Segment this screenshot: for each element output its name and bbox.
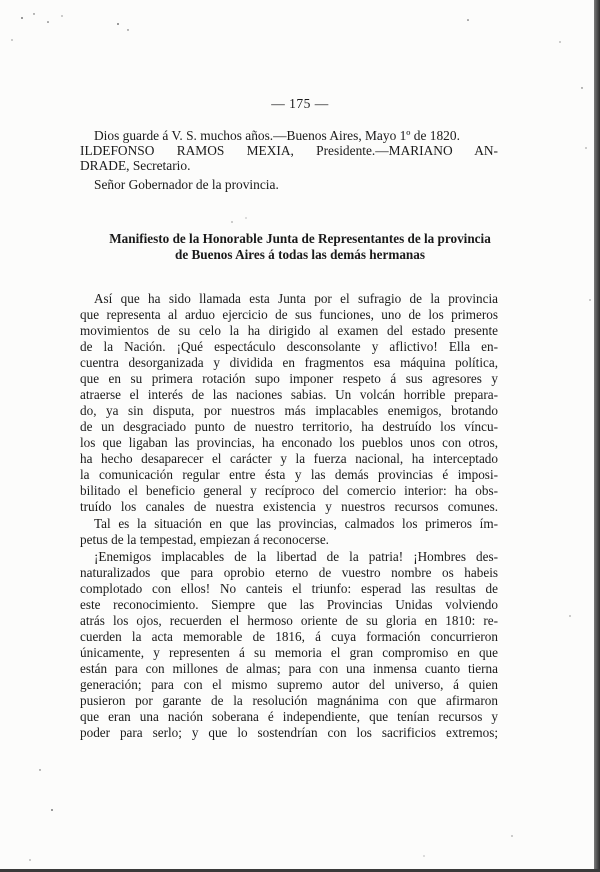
body-line: atrás los ojos, recuerden el hermoso oriente de su gloria en 1810: re- xyxy=(80,613,498,628)
body-line: ¡Enemigos implacables de la libertad de la patria! ¡Hombres des- xyxy=(94,549,498,564)
page-number: — 175 — xyxy=(271,96,329,111)
heading-line: Manifiesto de la Honorable Junta de Representantes de la provincia xyxy=(109,231,491,246)
body-line: que representa al arduo ejercicio de sus funciones, uno de los primeros xyxy=(80,307,498,322)
body-line: que eran una nación soberana é independiente, que tenían recursos y xyxy=(80,709,498,724)
body-line: atraerse el interés de las naciones sabias. Un volcán horrible prepara- xyxy=(80,387,498,402)
body-line: están para con millones de almas; para con una inmensa cuanto tierna xyxy=(80,661,498,676)
body-line: de la Nación. ¡Qué espectáculo desconsolante y aflictivo! Ella en- xyxy=(80,339,498,354)
closing-line: DRADE, Secretario. xyxy=(80,158,191,173)
body-line: Así que ha sido llamada esta Junta por el sufragio de la provincia xyxy=(94,291,498,306)
closing-line: Dios guarde á V. S. muchos años.—Buenos Aires, Mayo 1º de 1820. xyxy=(94,128,460,143)
body-line: truído los canales de nuestra existencia y nuestros recursos comunes. xyxy=(80,499,498,514)
body-line: este reconocimiento. Siempre que las Provincias Unidas volviendo xyxy=(80,597,498,612)
closing-line: ILDEFONSO RAMOS MEXIA, Presidente.—MARIANO AN- xyxy=(80,143,498,158)
body-line: naturalizados que para oprobio eterno de vuestro nombre os habeis xyxy=(80,565,498,580)
body-line: Tal es la situación en que las provincias, calmados los primeros ím- xyxy=(94,516,498,531)
body-line: generación; para con el mismo supremo autor del universo, á quien xyxy=(80,677,498,692)
body-line: poder para serlo; y que lo sostendrían con los sacrificios extremos; xyxy=(80,725,498,740)
body-line: ha hecho desaparecer el carácter y la fuerza nacional, ha interceptado xyxy=(80,451,498,466)
body-line: los que ligaban las provincias, ha enconado los pueblos unos con otros, xyxy=(80,435,498,450)
body-line: do, ya sin disputa, por nuestros más implacables enemigos, brotando xyxy=(80,403,498,418)
closing-line: Señor Gobernador de la provincia. xyxy=(94,177,279,192)
body-line: cuerden la acta memorable de 1816, á cuya formación concurrieron xyxy=(80,629,498,644)
body-line: petus de la tempestad, empiezan á reconocerse. xyxy=(80,532,329,547)
body-line: que en su primera rotación supo imponer respeto á sus agresores y xyxy=(80,371,498,386)
body-line: bilitado el beneficio general y recíproco del comercio interior: ha obs- xyxy=(80,483,498,498)
body-line: movimientos de su celo la ha dirigido al examen del estado presente xyxy=(80,323,498,338)
body-line: de un desgraciado punto de nuestro territorio, ha destruído los víncu- xyxy=(80,419,498,434)
body-line: cuentra desorganizada y dividida en fragmentos esa máquina política, xyxy=(80,355,498,370)
body-line: complotado con ellos! No canteis el triunfo: esperad las resultas de xyxy=(80,581,498,596)
body-line: pusieron por garante de la resolución magnánima con que afirmaron xyxy=(80,693,498,708)
heading-line: de Buenos Aires á todas las demás hermanas xyxy=(175,247,425,262)
body-line: únicamente, y representen á su memoria el gran compromiso en que xyxy=(80,645,498,660)
body-line: la comunicación regular entre ésta y las demás provincias é imposi- xyxy=(80,467,498,482)
page-edge-shadow xyxy=(594,0,600,872)
